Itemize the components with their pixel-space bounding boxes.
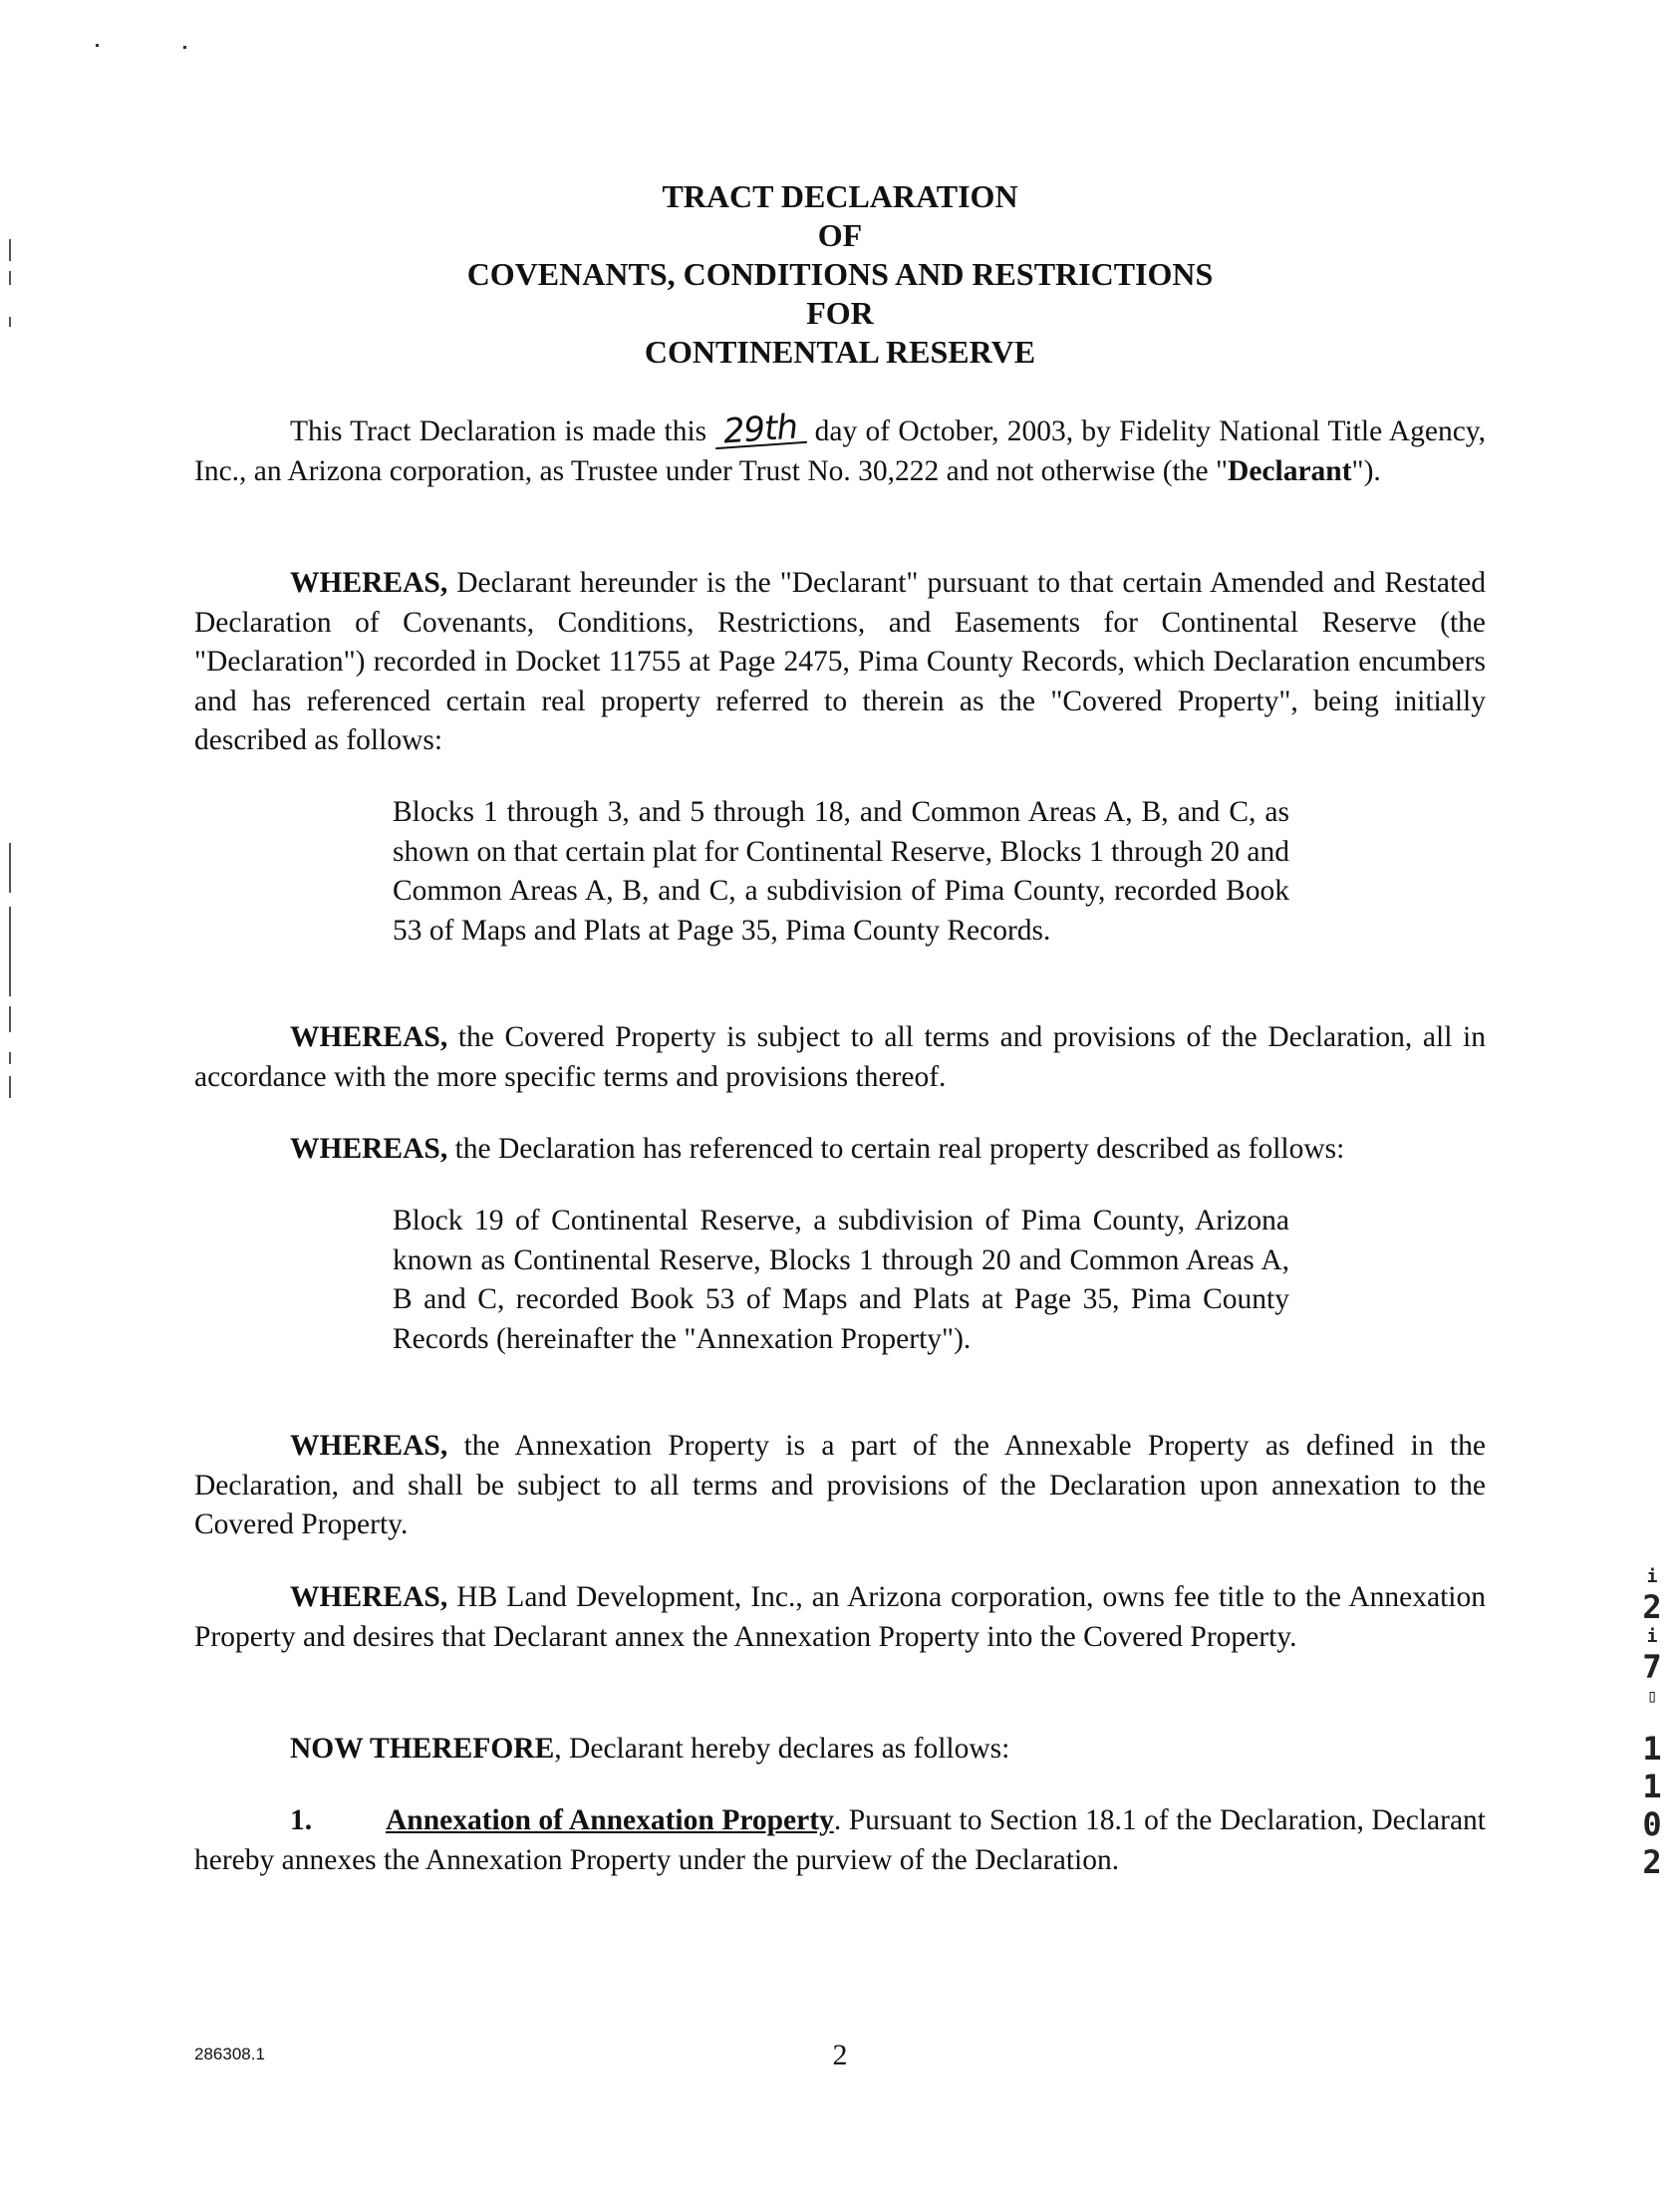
recital-text: Declarant hereunder is the "Declarant" pursuant to that certain Amended and Restated Declaration of Covenants, Conditions, Restrictions, and Easements for Continental Reserve (the "Declaration") recorded in Docket 11755 at Page 2475, Pima County Records, which Declaration encumbers and has referenced certain real property referred to therein as the "Covered Property", being initially described as follows: — [194, 567, 1486, 756]
stamp-digit: 2 — [1642, 1843, 1662, 1881]
recital-text: the Annexation Property is a part of the Annexable Property as defined in the Declaration, and shall be subject to all terms and provisions of the Declaration upon annexation to the Covered Property. — [194, 1430, 1486, 1540]
recital-text: the Declaration has referenced to certain real property described as follows: — [447, 1133, 1345, 1165]
recital-lead: WHEREAS, — [290, 1021, 448, 1053]
stamp-mark: i — [1646, 1566, 1658, 1587]
recital-lead: WHEREAS, — [290, 1430, 448, 1462]
section-heading: Annexation of Annexation Property — [386, 1804, 834, 1836]
section-number: 1. — [290, 1804, 313, 1836]
legal-description — [393, 1202, 1289, 1359]
legal-description-text: Block 19 of Continental Reserve, a subdivision of Pima County, Arizona known as Continental Reserve, Blocks 1 through 20 and Common Areas A, B and C, recorded Book 53 of Maps and Plats at Page 35, Pima County Records (hereinafter the "Annexation Property"). — [393, 1205, 1289, 1355]
defined-term: Declarant — [1228, 454, 1352, 487]
section-paragraph — [194, 1801, 1486, 1880]
stamp-mark: i — [1646, 1626, 1658, 1647]
page-number: 2 — [832, 2039, 848, 2071]
recital-lead: WHEREAS, — [290, 1133, 448, 1165]
now-therefore-paragraph — [194, 1730, 1486, 1770]
document-id: 286308.1 — [194, 2045, 265, 2063]
section-text: Pursuant to Section 18.1 of the Declaration, Declarant hereby annexes the Annexation Property under the purview of the Declaration. — [194, 1804, 1487, 1876]
scan-speck — [96, 44, 99, 47]
recital-text: the Covered Property is subject to all terms and provisions of the Declaration, all in accordance with the more specific terms and provisions thereof. — [194, 1021, 1486, 1093]
stamp-digit: 1 — [1642, 1768, 1662, 1805]
recital-paragraph — [194, 1578, 1486, 1657]
recital-paragraph — [194, 1018, 1486, 1097]
stamp-digit: 7 — [1642, 1648, 1662, 1686]
recital-text: HB Land Development, Inc., an Arizona corporation, owns fee title to the Annexation Property and desires that Declarant annex the Annexation Property into the Covered Property. — [194, 1581, 1486, 1653]
intro-text: "). — [1351, 454, 1381, 487]
margin-mark — [9, 843, 11, 893]
stamp-digit: 0 — [1642, 1805, 1662, 1843]
recital-lead: WHEREAS, — [290, 1581, 448, 1613]
title-line: FOR — [806, 295, 874, 331]
scan-speck — [183, 46, 186, 49]
title-line: OF — [817, 217, 863, 253]
intro-paragraph — [194, 407, 1486, 491]
margin-mark — [9, 1076, 11, 1098]
recording-stamp — [1632, 1566, 1672, 1881]
legal-description-text: Blocks 1 through 3, and 5 through 18, and Common Areas A, B, and C, as shown on that certain plat for Continental Reserve, Blocks 1 through 20 and Common Areas A, B, and C, a subdivision of Pima County, recorded Book 53 of Maps and Plats at Page 35, Pima County Records. — [393, 796, 1289, 947]
title-line: CONTINENTAL RESERVE — [644, 334, 1036, 370]
recital-paragraph — [194, 564, 1486, 761]
stamp-digit: 1 — [1642, 1730, 1662, 1768]
stamp-digit: 2 — [1642, 1588, 1662, 1626]
recital-paragraph — [194, 1427, 1486, 1545]
margin-mark — [9, 907, 11, 996]
margin-mark — [9, 1006, 11, 1032]
margin-mark — [9, 1052, 11, 1064]
recital-paragraph — [194, 1130, 1486, 1170]
recital-lead: WHEREAS, — [290, 567, 448, 599]
stamp-mark: ▯ — [1646, 1686, 1658, 1707]
intro-text: day of October, 2003, by Fidelity National Title Agency, Inc., an Arizona corporation, as Trustee under Trust No. 30,222 and not otherwise (the " — [194, 415, 1486, 487]
section-heading-end: . — [833, 1804, 842, 1836]
document-title — [0, 177, 1680, 372]
now-therefore-lead: NOW THEREFORE — [290, 1733, 555, 1765]
intro-text: This Tract Declaration is made this — [290, 415, 715, 447]
now-therefore-text: , Declarant hereby declares as follows: — [554, 1733, 1010, 1765]
title-line: COVENANTS, CONDITIONS AND RESTRICTIONS — [466, 256, 1214, 292]
handwritten-day: 29th — [713, 411, 807, 449]
title-line: TRACT DECLARATION — [662, 178, 1018, 214]
legal-description — [393, 793, 1289, 951]
